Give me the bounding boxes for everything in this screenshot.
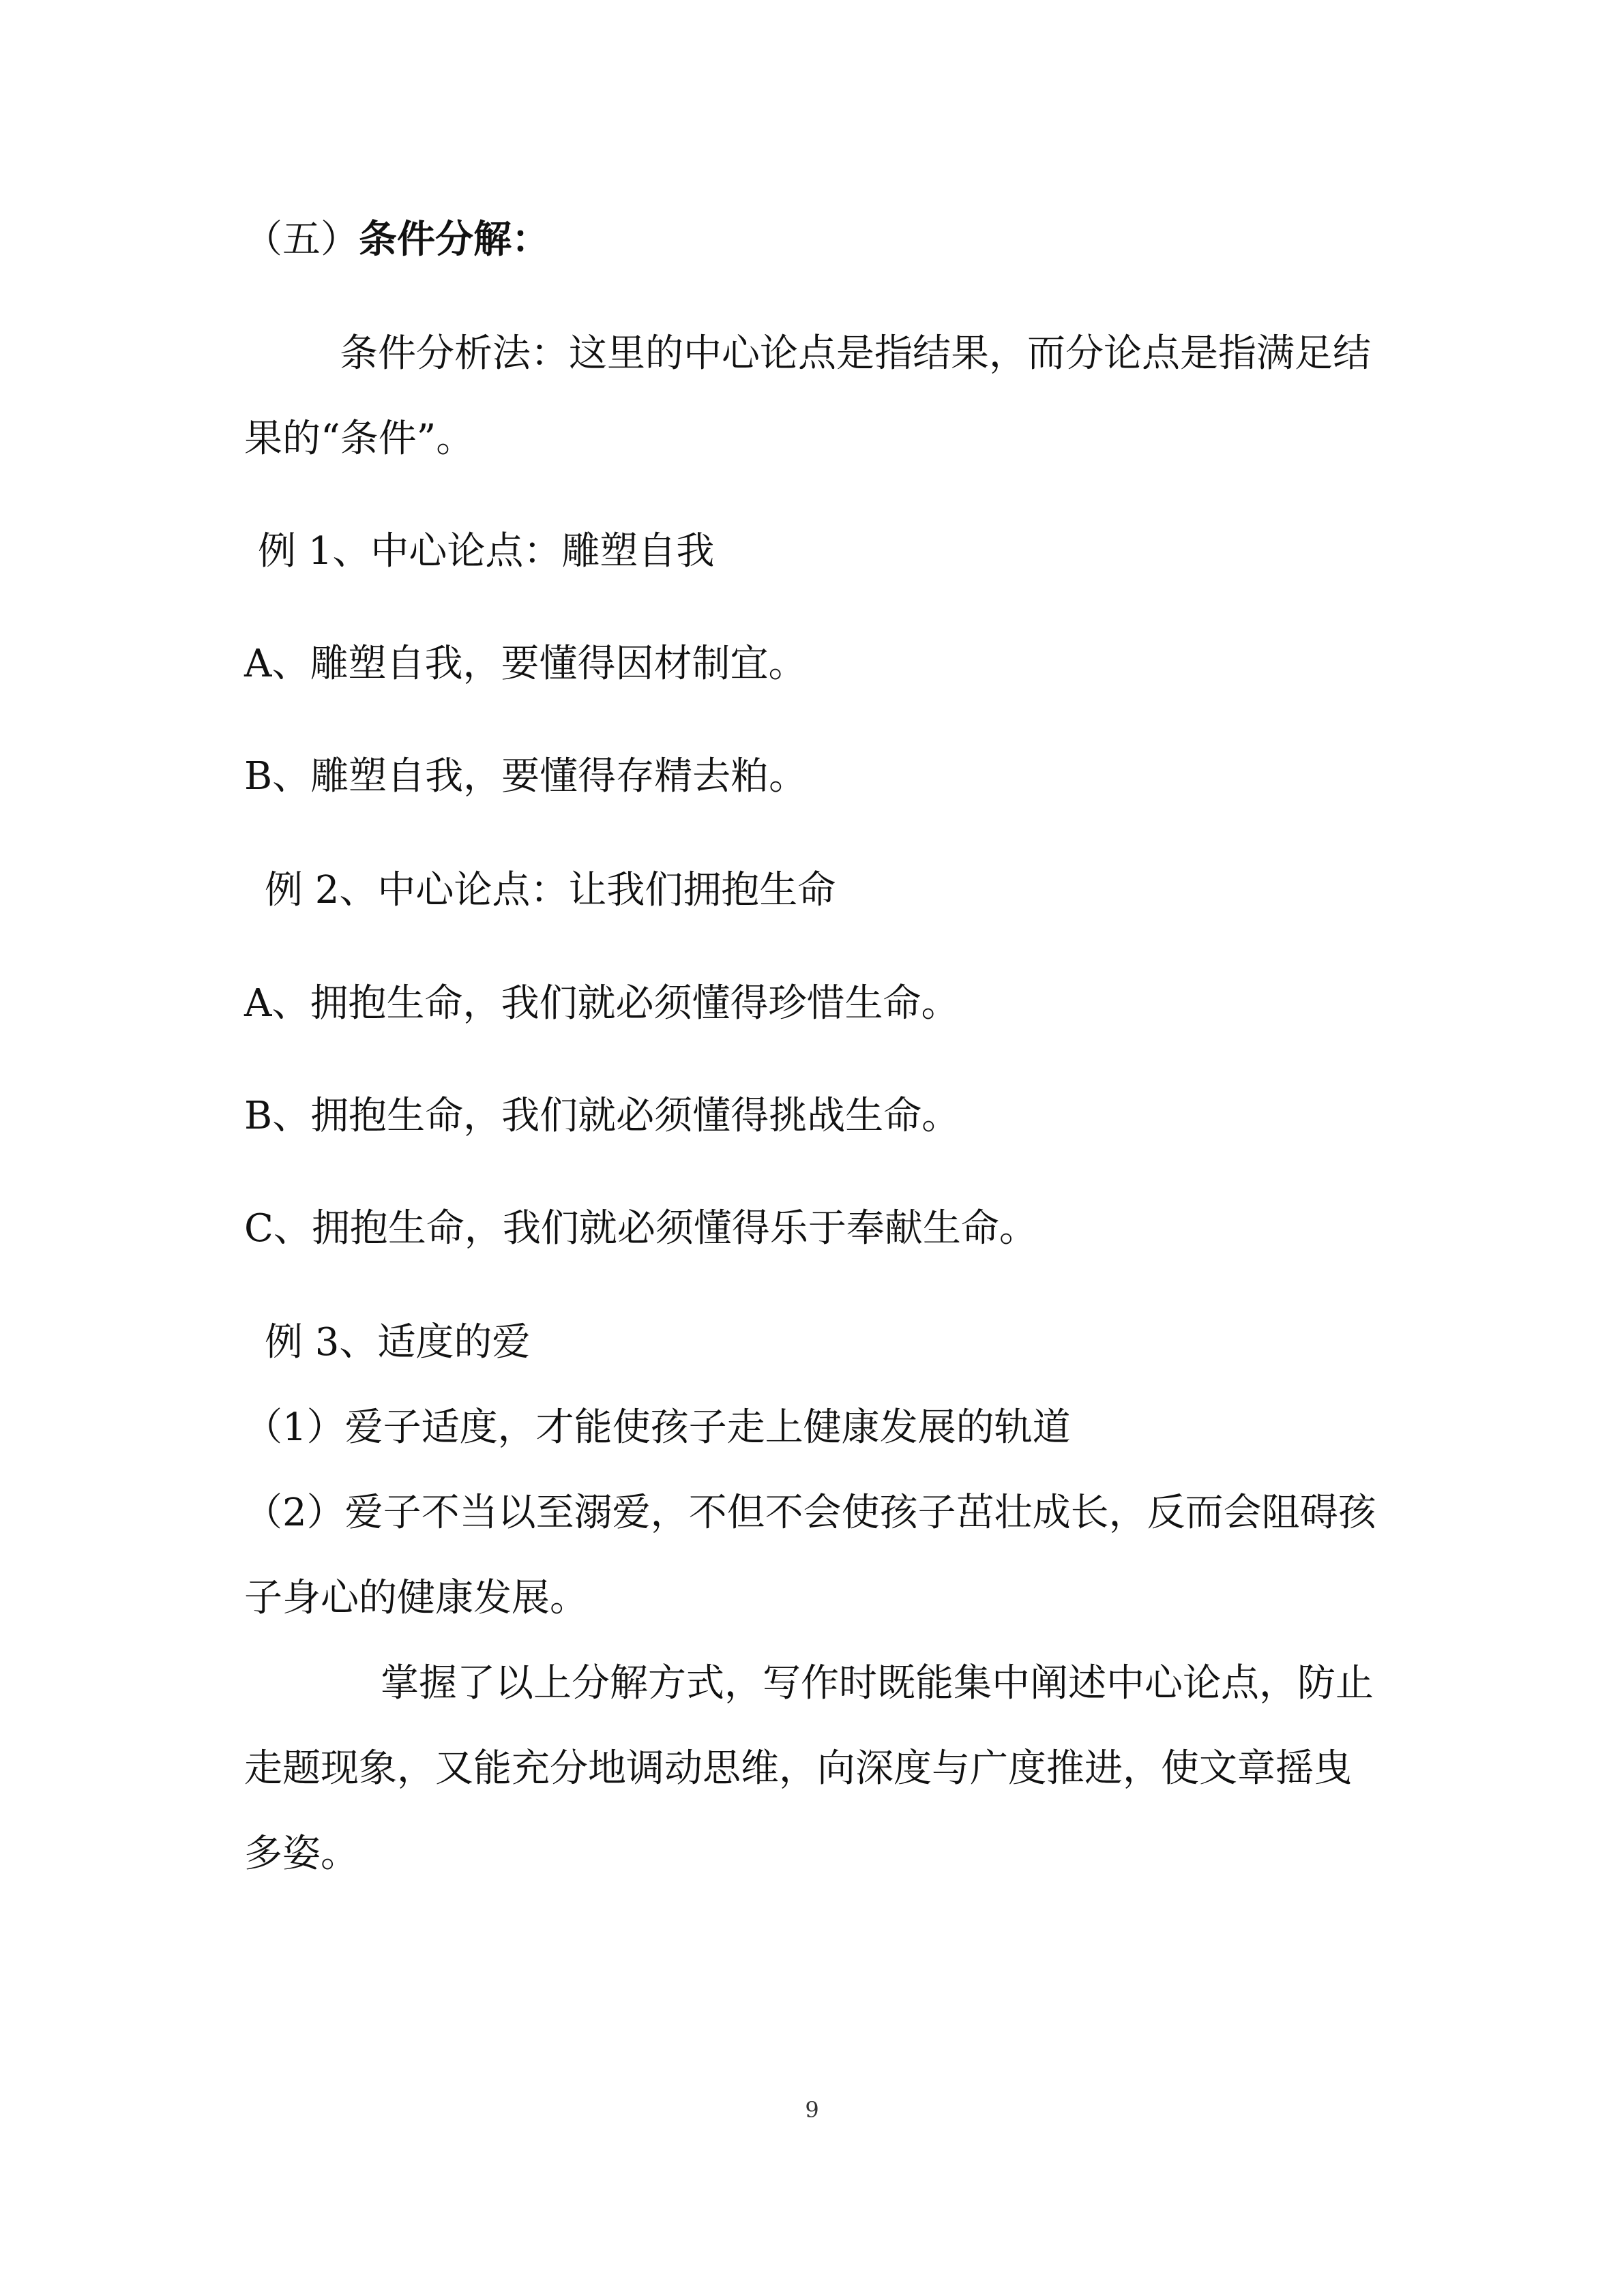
example-3-item-1: （1）爱子适度，才能使孩子走上健康发展的轨道 bbox=[244, 1405, 1071, 1450]
example-3-item-2-line-1: （2）爱子不当以至溺爱，不但不会使孩子茁壮成长，反而会阻碍孩 bbox=[244, 1491, 1376, 1535]
example-3-heading: 例 3、适度的爱 bbox=[265, 1320, 531, 1365]
example-2-item-b: B、拥抱生命，我们就必须懂得挑战生命。 bbox=[244, 1094, 960, 1138]
example-1-heading: 例 1、中心论点：雕塑自我 bbox=[258, 529, 715, 573]
conclusion-line-1: 掌握了以上分解方式，写作时既能集中阐述中心论点，防止 bbox=[381, 1661, 1374, 1705]
example-3-item-2-line-2: 子身心的健康发展。 bbox=[244, 1576, 588, 1620]
intro-line-1: 条件分析法：这里的中心论点是指结果，而分论点是指满足结 bbox=[340, 331, 1371, 376]
example-2-item-c: C、拥抱生命，我们就必须懂得乐于奉献生命。 bbox=[244, 1206, 1037, 1251]
section-heading bbox=[244, 217, 1390, 263]
section-prefix: （五） bbox=[244, 218, 359, 262]
section-title: 条件分解： bbox=[359, 217, 550, 262]
conclusion-line-3: 多姿。 bbox=[244, 1832, 359, 1876]
example-1-item-a: A、雕塑自我，要懂得因材制宜。 bbox=[244, 642, 807, 686]
example-1-item-b: B、雕塑自我，要懂得存精去粕。 bbox=[244, 754, 808, 799]
intro-line-2: 果的“条件”。 bbox=[244, 417, 475, 461]
example-2-item-a: A、拥抱生命，我们就必须懂得珍惜生命。 bbox=[244, 981, 960, 1026]
conclusion-line-2: 走题现象，又能充分地调动思维，向深度与广度推进，使文章摇曳 bbox=[244, 1746, 1352, 1791]
example-2-heading: 例 2、中心论点：让我们拥抱生命 bbox=[265, 868, 836, 912]
page-number: 9 bbox=[805, 2097, 819, 2123]
